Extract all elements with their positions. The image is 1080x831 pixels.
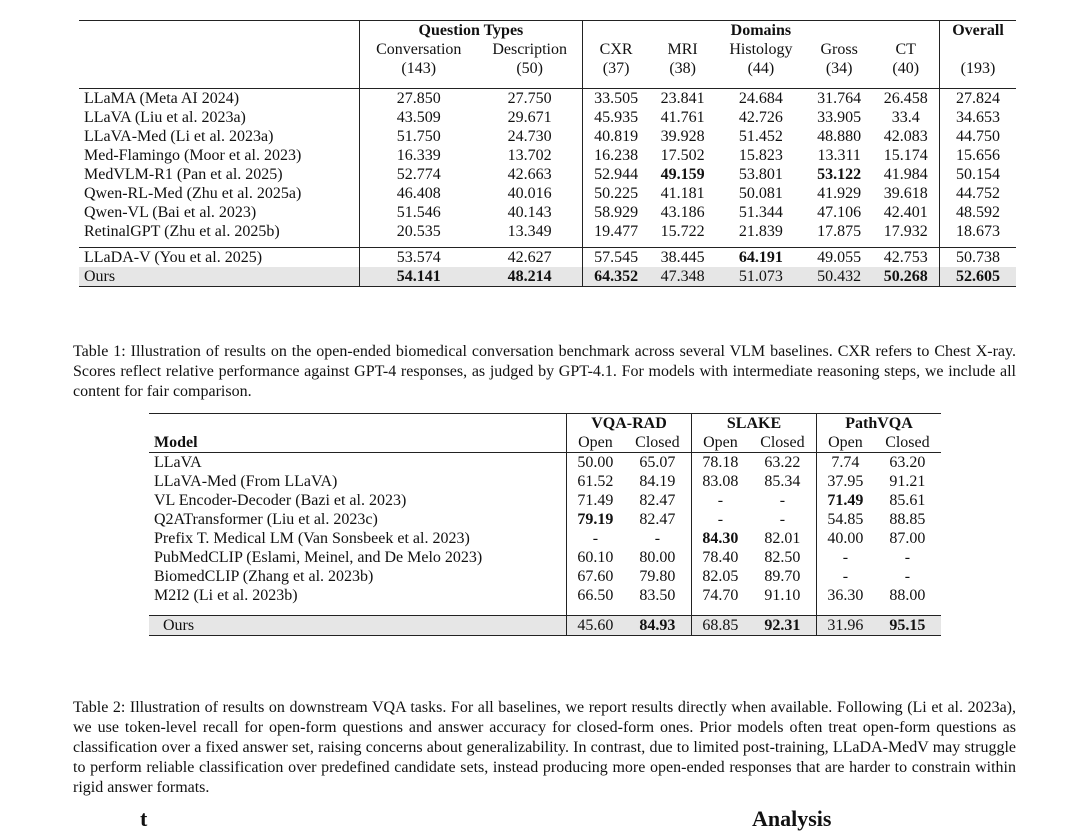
- score-cell: 23.841: [649, 89, 715, 109]
- score-cell: 51.073: [716, 267, 806, 287]
- score-cell: 53.574: [359, 248, 477, 268]
- score-cell: 41.761: [660, 109, 705, 126]
- table-row: [149, 529, 941, 548]
- table-row-ours: [149, 616, 941, 636]
- score-cell: -: [692, 491, 749, 510]
- score-cell-best: 79.19: [567, 510, 624, 529]
- score-cell: 13.702: [507, 147, 552, 164]
- table1-col-header: Gross: [820, 41, 858, 58]
- partial-heading-right: Analysis: [752, 806, 832, 831]
- score-cell: 50.00: [567, 453, 624, 473]
- table-row: [149, 510, 941, 529]
- score-cell: 29.671: [507, 109, 552, 126]
- table-row: [79, 108, 1016, 127]
- score-cell: 50.225: [582, 184, 649, 203]
- score-cell: 82.47: [639, 511, 676, 528]
- table1-count: (40): [892, 60, 920, 77]
- score-cell: 82.50: [764, 549, 801, 566]
- score-cell: 41.929: [817, 185, 862, 202]
- score-cell: 24.684: [716, 89, 806, 109]
- score-cell: 17.502: [660, 147, 705, 164]
- table2-header-groups: [149, 414, 941, 434]
- score-cell: 13.311: [817, 147, 861, 164]
- score-cell: 15.722: [660, 223, 705, 240]
- score-cell: 18.673: [940, 222, 1017, 241]
- score-cell: 89.70: [764, 568, 801, 585]
- table1-header-groups: [79, 21, 1016, 41]
- table-row: [149, 548, 941, 567]
- score-cell: 50.432: [806, 267, 872, 287]
- table-row: [79, 248, 1016, 268]
- table1-count: (37): [582, 59, 649, 78]
- score-cell-best: 64.352: [582, 267, 649, 287]
- score-cell: 52.774: [359, 165, 477, 184]
- score-cell: 45.60: [567, 616, 624, 636]
- score-cell: 40.819: [582, 127, 649, 146]
- table1-count: (50): [516, 60, 543, 77]
- model-name: VL Encoder-Decoder (Bazi et al. 2023): [154, 492, 407, 509]
- score-cell: 31.764: [806, 89, 872, 109]
- table-row: [79, 222, 1016, 241]
- partial-heading-left: t: [140, 806, 148, 831]
- model-name: Prefix T. Medical LM (Van Sonsbeek et al. 2023): [154, 530, 470, 547]
- table1-caption: Table 1: Illustration of results on the open-ended biomedical conversation benchmark across several VLM baselines. CXR refers to Chest X-ray. Scores reflect relative performance against GPT-4 responses, as judged by GPT-4.1. For models with intermediate reasoning steps, we include all content for fair comparison.: [73, 343, 1016, 400]
- score-cell: 50.154: [940, 165, 1017, 184]
- score-cell: 17.932: [883, 223, 928, 240]
- score-cell: 47.348: [649, 267, 715, 287]
- score-cell: 33.905: [817, 109, 862, 126]
- score-cell: 50.081: [738, 185, 783, 202]
- score-cell-best: 49.159: [660, 166, 705, 183]
- score-cell-best: 95.15: [874, 616, 941, 636]
- score-cell-best: 50.268: [872, 267, 939, 287]
- table2-caption: Table 2: Illustration of results on downstream VQA tasks. For all baselines, we report results directly when available. Following (Li et al. 2023a), we use token-level recall for open-form questions and answer accuracy for closed-form ones. Prior models often treat open-form questions as classification over a fixed answer set, raising concerns about generalizability. In contrast, due to limited post-training, LLaDA-MedV may struggle to perform reliable classification over predefined candidate sets, instead producing more open-ended responses that are harder to constrain within rigid answer formats.: [73, 699, 1016, 796]
- score-cell: 66.50: [567, 586, 624, 605]
- score-cell: 71.49: [567, 491, 624, 510]
- score-cell: 58.929: [582, 203, 649, 222]
- model-name: Q2ATransformer (Liu et al. 2023c): [154, 511, 378, 528]
- table-row: [149, 586, 941, 605]
- table2-subcol: Closed: [635, 434, 680, 451]
- table-row: [79, 203, 1016, 222]
- score-cell: 39.618: [883, 185, 928, 202]
- model-name: PubMedCLIP (Eslami, Meinel, and De Melo 2023): [154, 549, 483, 566]
- table-row: [149, 567, 941, 586]
- table1-col-header: CXR: [582, 40, 649, 59]
- score-cell: 36.30: [817, 586, 874, 605]
- score-cell: 51.344: [738, 204, 783, 221]
- score-cell-best: 54.141: [359, 267, 477, 287]
- score-cell: 16.238: [582, 146, 649, 165]
- table1-col-header: Histology: [729, 41, 793, 58]
- model-name: LLaDA-V (You et al. 2025): [79, 248, 359, 268]
- score-cell: 24.730: [507, 128, 552, 145]
- table-row: [79, 165, 1016, 184]
- score-cell: 15.174: [883, 147, 928, 164]
- table-row: [79, 127, 1016, 146]
- score-cell: 13.349: [507, 223, 552, 240]
- table1-header-counts: [79, 59, 1016, 78]
- table1-group-domains: Domains: [582, 21, 939, 41]
- score-cell: 40.016: [507, 185, 552, 202]
- score-cell: 85.61: [889, 492, 926, 509]
- score-cell: 40.143: [507, 204, 552, 221]
- score-cell: 19.477: [582, 222, 649, 241]
- score-cell: 82.01: [764, 530, 801, 547]
- model-name: Ours: [79, 267, 359, 287]
- table2-subcol: Closed: [885, 434, 930, 451]
- score-cell-best: 64.191: [716, 248, 806, 268]
- score-cell: 34.653: [940, 108, 1017, 127]
- score-cell: 63.22: [749, 453, 817, 473]
- table2-header-subcols: [149, 433, 941, 453]
- score-cell: 48.880: [817, 128, 862, 145]
- score-cell: 15.823: [738, 147, 783, 164]
- table1-count: (193): [940, 59, 1017, 78]
- score-cell: 39.928: [660, 128, 705, 145]
- results-table-2: [149, 413, 941, 636]
- table-row: [149, 453, 941, 473]
- score-cell-best: 53.122: [817, 166, 862, 183]
- score-cell-best: 84.30: [692, 529, 749, 548]
- score-cell: 67.60: [567, 567, 624, 586]
- score-cell: 74.70: [692, 586, 749, 605]
- score-cell: 47.106: [817, 204, 862, 221]
- score-cell: 91.21: [889, 473, 926, 490]
- model-name: LLaMA (Meta AI 2024): [79, 89, 359, 109]
- score-cell: 20.535: [359, 222, 477, 241]
- score-cell: 15.656: [940, 146, 1017, 165]
- score-cell: 53.801: [738, 166, 783, 183]
- score-cell: 44.750: [940, 127, 1017, 146]
- score-cell: 85.34: [764, 473, 801, 490]
- score-cell: 91.10: [764, 587, 801, 604]
- table1-col-header: MRI: [667, 41, 698, 58]
- table1-group-overall: Overall: [940, 21, 1017, 41]
- score-cell: -: [779, 511, 786, 528]
- score-cell: 44.752: [940, 184, 1017, 203]
- table-row-ours: [79, 267, 1016, 287]
- score-cell: -: [817, 548, 874, 567]
- score-cell: 51.750: [359, 127, 477, 146]
- score-cell: -: [567, 529, 624, 548]
- table2-group: PathVQA: [817, 414, 941, 434]
- table-row: [149, 491, 941, 510]
- table1-group-question-types: Question Types: [359, 21, 582, 41]
- model-name: LLaVA-Med (From LLaVA): [154, 473, 338, 490]
- score-cell-best: 52.605: [940, 267, 1017, 287]
- score-cell: 41.984: [883, 166, 928, 183]
- score-cell: 42.726: [738, 109, 783, 126]
- model-name: LLaVA: [149, 453, 567, 473]
- score-cell: 42.083: [883, 128, 928, 145]
- score-cell: 43.186: [660, 204, 705, 221]
- score-cell: 87.00: [889, 530, 926, 547]
- score-cell-best: 48.214: [477, 267, 582, 287]
- table1-col-header: Conversation: [359, 40, 477, 59]
- score-cell-best: 71.49: [817, 491, 874, 510]
- table1-count: (143): [359, 59, 477, 78]
- model-name: MedVLM-R1 (Pan et al. 2025): [84, 166, 283, 183]
- table2-subcol: Open: [817, 433, 874, 453]
- score-cell: 88.00: [889, 587, 926, 604]
- score-cell: 42.753: [872, 248, 939, 268]
- model-name: BiomedCLIP (Zhang et al. 2023b): [154, 568, 374, 585]
- score-cell: 27.850: [359, 89, 477, 109]
- table1-col-header: CT: [895, 41, 916, 58]
- score-cell: 49.055: [806, 248, 872, 268]
- score-cell: 42.627: [477, 248, 582, 268]
- table1-header-cols: [79, 40, 1016, 59]
- model-name: LLaVA-Med (Li et al. 2023a): [84, 128, 274, 145]
- score-cell: 17.875: [817, 223, 862, 240]
- score-cell: 78.18: [692, 453, 749, 473]
- score-cell: 82.47: [639, 492, 676, 509]
- score-cell: 88.85: [889, 511, 926, 528]
- score-cell: 65.07: [624, 453, 692, 473]
- score-cell: 27.824: [940, 89, 1017, 109]
- score-cell: 79.80: [639, 568, 676, 585]
- score-cell: 60.10: [567, 548, 624, 567]
- score-cell: 48.592: [940, 203, 1017, 222]
- score-cell: 80.00: [639, 549, 676, 566]
- model-name: RetinalGPT (Zhu et al. 2025b): [84, 223, 280, 240]
- score-cell: 57.545: [582, 248, 649, 268]
- table2-subcol: Open: [567, 433, 624, 453]
- score-cell: 45.935: [582, 108, 649, 127]
- score-cell: 7.74: [817, 453, 874, 473]
- score-cell: -: [904, 549, 911, 566]
- score-cell: -: [904, 568, 911, 585]
- score-cell: 61.52: [567, 472, 624, 491]
- score-cell: 83.08: [692, 472, 749, 491]
- score-cell: -: [817, 567, 874, 586]
- score-cell: 84.19: [639, 473, 676, 490]
- score-cell: -: [654, 530, 661, 547]
- table2-subcol: Closed: [760, 434, 805, 451]
- score-cell: 27.750: [477, 89, 582, 109]
- score-cell: 21.839: [738, 223, 783, 240]
- model-name: Qwen-RL-Med (Zhu et al. 2025a): [84, 185, 302, 202]
- score-cell: 26.458: [872, 89, 939, 109]
- model-name: Ours: [149, 616, 567, 636]
- table2-group: VQA-RAD: [567, 414, 692, 434]
- score-cell: 78.40: [692, 548, 749, 567]
- score-cell: 51.452: [738, 128, 783, 145]
- results-table-1: [79, 20, 1016, 287]
- score-cell: 38.445: [649, 248, 715, 268]
- table2-subcol: Open: [692, 433, 749, 453]
- score-cell: -: [779, 492, 786, 509]
- score-cell: 51.546: [359, 203, 477, 222]
- table1-count: (44): [747, 60, 775, 77]
- score-cell: 40.00: [817, 529, 874, 548]
- score-cell: 31.96: [817, 616, 874, 636]
- score-cell: 42.401: [883, 204, 928, 221]
- score-cell: 68.85: [692, 616, 749, 636]
- score-cell: 16.339: [359, 146, 477, 165]
- table2-group: SLAKE: [692, 414, 817, 434]
- model-name: Qwen-VL (Bai et al. 2023): [84, 204, 257, 221]
- score-cell: 46.408: [359, 184, 477, 203]
- score-cell-best: 84.93: [624, 616, 692, 636]
- score-cell: 63.20: [874, 453, 941, 473]
- table-row: [79, 146, 1016, 165]
- score-cell-best: 92.31: [749, 616, 817, 636]
- table2-model-header: Model: [154, 434, 198, 451]
- table-row: [79, 89, 1016, 109]
- score-cell: 33.505: [582, 89, 649, 109]
- table-row: [79, 184, 1016, 203]
- score-cell: 50.738: [940, 248, 1017, 268]
- model-name: M2I2 (Li et al. 2023b): [154, 587, 298, 604]
- table1-col-header: Description: [492, 41, 567, 58]
- score-cell: 42.663: [507, 166, 552, 183]
- score-cell: 54.85: [817, 510, 874, 529]
- table-row: [149, 472, 941, 491]
- score-cell: 33.4: [891, 109, 920, 126]
- score-cell: 82.05: [692, 567, 749, 586]
- score-cell: 43.509: [359, 108, 477, 127]
- table1-count: (34): [825, 60, 853, 77]
- score-cell: 83.50: [639, 587, 676, 604]
- model-name: LLaVA (Liu et al. 2023a): [84, 109, 246, 126]
- score-cell: -: [692, 510, 749, 529]
- score-cell: 52.944: [582, 165, 649, 184]
- score-cell: 41.181: [660, 185, 705, 202]
- table1-count: (38): [669, 60, 696, 77]
- model-name: Med-Flamingo (Moor et al. 2023): [84, 147, 302, 164]
- score-cell: 37.95: [817, 472, 874, 491]
